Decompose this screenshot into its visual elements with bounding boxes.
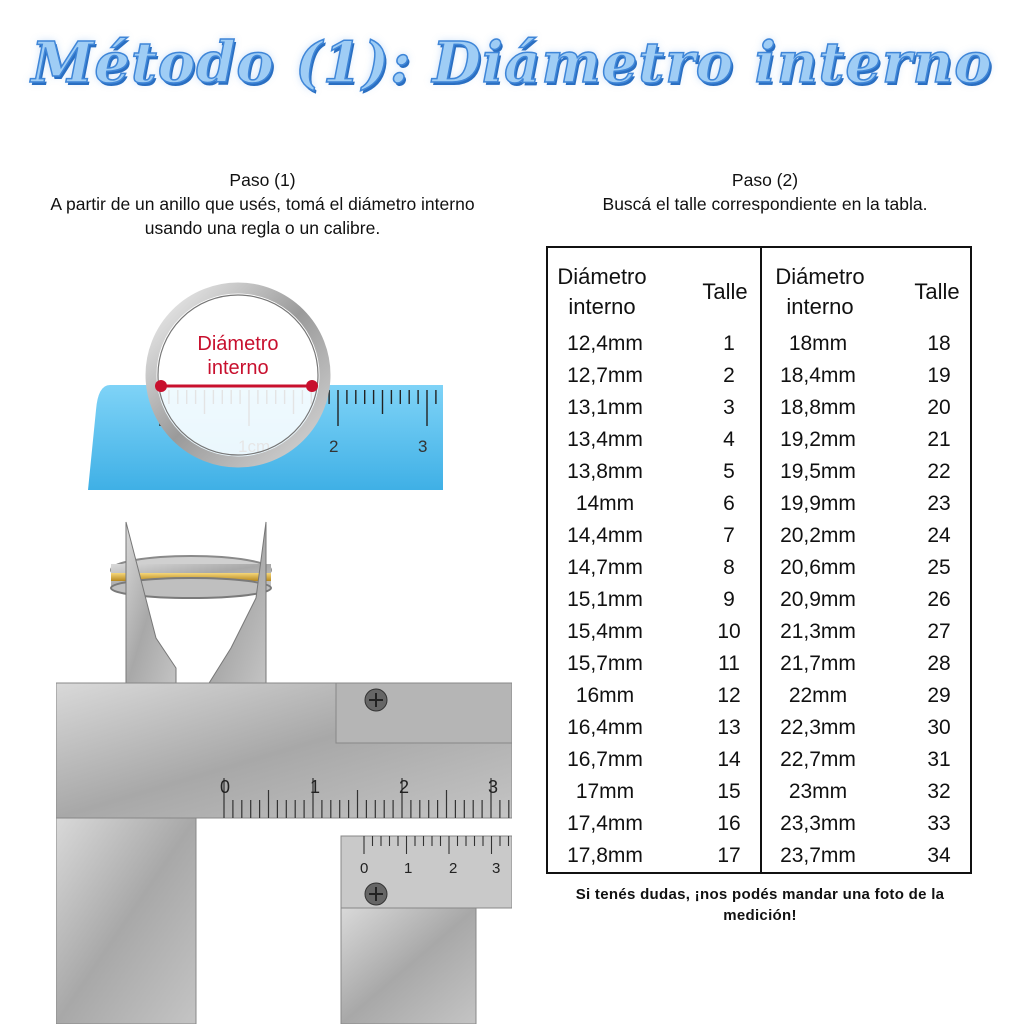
table-cell-diameter: 14,4mm	[567, 524, 643, 547]
table-cell-talle: 5	[723, 460, 735, 483]
caliper-image	[56, 518, 512, 1024]
table-cell-talle: 16	[717, 812, 741, 835]
diameter-marker-start	[155, 380, 167, 392]
table-cell-diameter: 14,7mm	[567, 556, 643, 579]
caliper-lower-jaw-right	[341, 908, 476, 1024]
table-cell-talle: 13	[717, 716, 741, 739]
table-cell-talle: 32	[927, 780, 951, 803]
step-1-heading: Paso (1)	[229, 170, 296, 190]
table-cell-diameter: 15,1mm	[567, 588, 643, 611]
table-cell-talle: 21	[927, 428, 951, 451]
header-talle-left: Talle	[702, 279, 748, 304]
table-cell-talle: 14	[717, 748, 741, 771]
step-1	[30, 168, 495, 240]
table-cell-talle: 25	[927, 556, 951, 579]
help-note: Si tenés dudas, ¡nos podés mandar una foto de la medición!	[575, 886, 945, 924]
table-cell-diameter: 12,7mm	[567, 364, 643, 387]
caliper-upper-jaw-right	[206, 522, 266, 688]
vernier-label-2: 2	[449, 860, 458, 877]
step-2-heading: Paso (2)	[731, 170, 799, 190]
table-cell-diameter: 23,3mm	[780, 812, 856, 835]
table-cell-diameter: 13,1mm	[567, 396, 643, 419]
vernier-label-0: 0	[360, 860, 369, 877]
table-cell-talle: 34	[927, 844, 951, 867]
table-cell-talle: 4	[723, 428, 735, 451]
step-2	[540, 168, 990, 216]
table-cell-diameter: 18,8mm	[780, 396, 856, 419]
table-cell-talle: 15	[717, 780, 741, 803]
ring-on-ruler-image	[88, 280, 443, 490]
caliper-lower-jaw-left	[56, 818, 196, 1024]
table-cell-diameter: 22,7mm	[780, 748, 856, 771]
table-cell-talle: 2	[723, 364, 735, 387]
table-cell-diameter: 13,4mm	[567, 428, 643, 451]
step-1-text: A partir de un anillo que usés, tomá el diámetro interno usando una regla o un calibre.	[50, 194, 475, 238]
header-diameter-right: Diámetro interno	[775, 264, 865, 319]
main-scale-label-2: 2	[399, 777, 410, 797]
table-cell-diameter: 15,4mm	[567, 620, 643, 643]
table-cell-diameter: 18,4mm	[780, 364, 856, 387]
table-cell-talle: 1	[723, 332, 735, 355]
table-cell-talle: 6	[723, 492, 735, 515]
table-cell-talle: 29	[927, 684, 951, 707]
table-cell-talle: 22	[927, 460, 951, 483]
table-cell-talle: 33	[927, 812, 951, 835]
step-2-text: Buscá el talle correspondiente en la tabla.	[602, 194, 928, 214]
table-cell-diameter: 20,2mm	[780, 524, 856, 547]
table-cell-diameter: 16,4mm	[567, 716, 643, 739]
table-cell-talle: 23	[927, 492, 951, 515]
ruler-label-3: 3	[418, 437, 428, 456]
table-cell-talle: 8	[723, 556, 735, 579]
table-cell-diameter: 21,7mm	[780, 652, 856, 675]
table-cell-diameter: 17,8mm	[567, 844, 643, 867]
table-cell-talle: 9	[723, 588, 735, 611]
caliper-upper-jaw-left	[126, 522, 176, 688]
table-cell-diameter: 20,9mm	[780, 588, 856, 611]
table-cell-talle: 30	[927, 716, 951, 739]
diameter-label-line1: Diámetro	[197, 333, 279, 355]
table-cell-diameter: 17mm	[575, 780, 635, 803]
vernier-label-1: 1	[404, 860, 413, 877]
table-cell-talle: 3	[723, 396, 735, 419]
table-cell-talle: 27	[927, 620, 951, 643]
table-cell-diameter: 17,4mm	[567, 812, 643, 835]
table-cell-diameter: 19,5mm	[780, 460, 856, 483]
table-cell-talle: 12	[717, 684, 741, 707]
table-cell-diameter: 19,9mm	[780, 492, 856, 515]
table-cell-talle: 18	[927, 332, 951, 355]
main-scale-label-0: 0	[220, 777, 231, 797]
table-cell-talle: 26	[927, 588, 951, 611]
table-cell-diameter: 23,7mm	[780, 844, 856, 867]
table-cell-talle: 24	[927, 524, 951, 547]
table-cell-diameter: 21,3mm	[780, 620, 856, 643]
vernier-label-3: 3	[492, 860, 501, 877]
table-cell-diameter: 14mm	[575, 492, 635, 515]
header-diameter-left: Diámetro interno	[557, 264, 647, 319]
table-cell-talle: 17	[717, 844, 741, 867]
table-cell-talle: 31	[927, 748, 951, 771]
header-talle-right: Talle	[914, 279, 960, 304]
table-cell-talle: 7	[723, 524, 735, 547]
table-cell-talle: 11	[718, 652, 740, 675]
ruler-label-2: 2	[329, 437, 339, 456]
table-cell-diameter: 20,6mm	[780, 556, 856, 579]
main-scale-label-3: 3	[488, 777, 499, 797]
diameter-label-line2: interno	[207, 357, 269, 379]
table-cell-diameter: 12,4mm	[567, 332, 643, 355]
table-cell-diameter: 22,3mm	[780, 716, 856, 739]
table-cell-diameter: 16mm	[575, 684, 635, 707]
table-cell-diameter: 19,2mm	[780, 428, 856, 451]
table-cell-talle: 10	[717, 620, 741, 643]
table-cell-diameter: 18mm	[788, 332, 848, 355]
table-cell-diameter: 13,8mm	[567, 460, 643, 483]
table-cell-talle: 28	[927, 652, 951, 675]
table-cell-diameter: 22mm	[788, 684, 848, 707]
diameter-marker-end	[306, 380, 318, 392]
table-cell-talle: 20	[927, 396, 951, 419]
main-scale-label-1: 1	[310, 777, 321, 797]
table-cell-diameter: 15,7mm	[567, 652, 643, 675]
size-table	[546, 246, 972, 874]
table-cell-diameter: 16,7mm	[567, 748, 643, 771]
table-cell-diameter: 23mm	[788, 780, 848, 803]
table-cell-talle: 19	[927, 364, 951, 387]
page-title: Método (1): Diámetro interno	[31, 30, 993, 96]
